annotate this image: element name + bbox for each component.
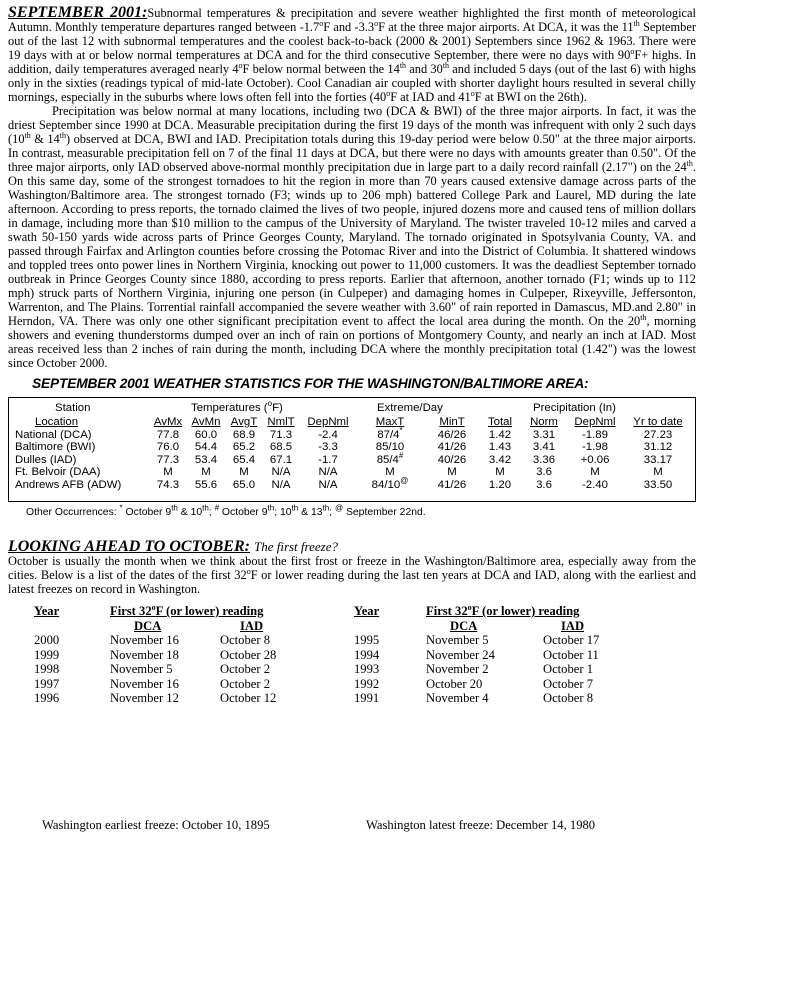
cell-total: 1.43 xyxy=(488,441,512,454)
col-header-mint: MinT xyxy=(439,416,465,428)
cell-year: 1996 xyxy=(34,691,60,705)
cell-year: 1991 xyxy=(354,691,380,705)
stats-table-box xyxy=(8,397,696,502)
cell-mint: 40/26 xyxy=(437,453,467,466)
cell-norm: 3.6 xyxy=(536,466,552,479)
col-header-avgt: AvgT xyxy=(230,416,258,428)
cell-yr-to-date: 33.50 xyxy=(643,478,673,491)
cell-depnml: N/A xyxy=(318,478,338,491)
cell-norm: 3.36 xyxy=(532,453,556,466)
cell-dca: November 4 xyxy=(426,691,489,705)
cell-location: Baltimore (BWI) xyxy=(15,441,96,454)
cell-mint: 46/26 xyxy=(437,428,467,441)
cell-avmx: 77.3 xyxy=(156,453,180,466)
col-header-year: Year xyxy=(34,604,60,618)
cell-avmx: M xyxy=(163,466,173,479)
cell-avgt: 65.0 xyxy=(232,478,256,491)
cell-maxt: M xyxy=(385,466,395,479)
col-header-nmlt: NmlT xyxy=(267,416,295,428)
cell-avgt: 65.4 xyxy=(232,453,256,466)
cell-norm: 3.31 xyxy=(532,428,556,441)
cell-nmlt: 71.3 xyxy=(269,428,293,441)
cell-avgt: 65.2 xyxy=(232,441,256,454)
cell-maxt: 85/10 xyxy=(375,441,405,454)
col-header-dca: DCA xyxy=(450,618,478,633)
cell-yr-to-date: 27.23 xyxy=(643,428,673,441)
cell-dca: November 18 xyxy=(110,647,179,662)
cell-avmn: 54.4 xyxy=(194,441,218,454)
cell-depnml: -1.7 xyxy=(318,453,338,466)
cell-depnml: N/A xyxy=(318,466,338,479)
cell-avmn: 55.6 xyxy=(194,478,218,491)
september-summary-paragraph: SEPTEMBER 2001:Subnormal temperatures & precipitation and severe weather highlighted the first month of meteorological Autumn. Monthly temperature departures ranged between -1.7$^o$F and -3.3$^o$F at the three major airports. At DCA, it was the 11th September out of the last 12 with subnormal temperatures and the coolest back-to-back (2000 & 2001) Septembers since 1962 & 1963. There were 19 days with at or below normal temperatures at DCA and for the third consecutive September, there were no days with $90^oF+$ highs. In addition, daily temperatures averaged nearly 4$^o$F below normal between the 14th and 30th and included 5 days (out of the last 6) with highs only in the sixties (readings typical of mid-late October). Cool Canadian air coupled with shorter daylight hours resulted in several chilly mornings, especially in the suburbs where lows often fell into the forties (40$^o$F at IAD and 41$^o$F at BWI on the 26th). xyxy=(8,4,696,104)
cell-precip-depnml: -2.40 xyxy=(582,478,608,491)
cell-yr-to-date: 31.12 xyxy=(643,441,673,454)
cell-depnml: -2.4 xyxy=(318,428,338,441)
cell-dca: November 12 xyxy=(110,691,179,705)
cell-iad: October 2 xyxy=(220,662,271,676)
col-header-dca: DCA xyxy=(134,618,162,633)
freeze-iad-col-right xyxy=(543,604,599,706)
cell-total: M xyxy=(495,466,505,479)
col-header-depnml: DepNml xyxy=(307,416,349,428)
col-header-avmx: AvMx xyxy=(153,416,183,428)
cell-year: 2000 xyxy=(34,633,60,647)
cell-precip-depnml: -1.98 xyxy=(582,441,608,454)
col-header-yr-to-date: Yr to date xyxy=(633,416,683,428)
cell-avmx: 76.0 xyxy=(156,441,180,454)
cell-dca: November 5 xyxy=(110,662,173,676)
table-row xyxy=(15,429,695,442)
cell-mint: M xyxy=(447,466,457,479)
cell-location: Andrews AFB (ADW) xyxy=(15,478,122,491)
table-row xyxy=(15,466,695,479)
looking-ahead-heading-row xyxy=(8,540,696,554)
section-heading-september: SEPTEMBER 2001: xyxy=(8,4,148,21)
cell-avmx: 74.3 xyxy=(156,478,180,491)
col-header-iad: IAD xyxy=(561,618,585,633)
stats-column-headers xyxy=(15,416,695,429)
col-header-iad: IAD xyxy=(240,618,264,633)
cell-avmn: M xyxy=(201,466,211,479)
cell-iad: October 11 xyxy=(543,647,599,662)
col-header-maxt: MaxT xyxy=(375,416,405,428)
cell-dca: November 5 xyxy=(426,633,489,647)
cell-year: 1993 xyxy=(354,662,380,676)
cell-avmn: 53.4 xyxy=(194,453,218,466)
cell-location: National (DCA) xyxy=(15,428,92,441)
cell-maxt: 84/10@ xyxy=(371,476,409,491)
earliest-freeze-record: Washington earliest freeze: October 10, 1895 xyxy=(42,818,270,832)
col-header-location: Location xyxy=(35,416,79,428)
cell-depnml: -3.3 xyxy=(318,441,338,454)
table-row xyxy=(15,479,695,492)
cell-maxt: 87/4* xyxy=(377,425,403,441)
cell-precip-depnml: -1.89 xyxy=(582,428,608,441)
col-header-total: Total xyxy=(487,416,513,428)
table-row xyxy=(15,441,695,454)
cell-avmx: 77.8 xyxy=(156,428,180,441)
col-header-precip-depnml: DepNml xyxy=(574,416,616,428)
cell-nmlt: 67.1 xyxy=(269,453,293,466)
col-header-first-freeze: First 32$^o$F (or lower) reading xyxy=(110,602,264,618)
col-header-first-freeze: First 32$^o$F (or lower) reading xyxy=(426,602,580,618)
cell-norm: 3.6 xyxy=(536,478,552,491)
looking-ahead-intro: October is usually the month when we think about the first frost or freeze in the Washington/Baltimore area, especially away from the cities. Below is a list of the dates of the first 32$^o$F or lower reading during the last ten years at DCA and IAD, along with the earliest and latest freezes on record in Washington. xyxy=(8,554,697,596)
document-page xyxy=(8,6,696,714)
cell-mint: 41/26 xyxy=(437,441,467,454)
cell-maxt: 85/4# xyxy=(376,450,404,466)
cell-year: 1994 xyxy=(354,647,380,662)
cell-iad: October 17 xyxy=(543,633,600,647)
cell-iad: October 1 xyxy=(543,662,594,676)
cell-precip-depnml: M xyxy=(590,466,600,479)
cell-total: 1.42 xyxy=(488,428,512,441)
cell-year: 1997 xyxy=(34,676,60,691)
cell-year: 1999 xyxy=(34,647,60,662)
group-header-extreme: Extreme/Day xyxy=(377,402,443,414)
other-occurrences-note: Other Occurrences: * October 9th & 10th; # October 9th; 10th & 13th; @ September 22nd. xyxy=(26,503,426,518)
table-row xyxy=(15,454,695,467)
col-header-norm: Norm xyxy=(530,416,558,428)
cell-nmlt: N/A xyxy=(271,478,291,491)
cell-mint: 41/26 xyxy=(437,478,467,491)
cell-yr-to-date: M xyxy=(653,466,663,479)
looking-ahead-subtitle: The first freeze? xyxy=(253,539,338,554)
cell-yr-to-date: 33.17 xyxy=(643,453,673,466)
cell-precip-depnml: +0.06 xyxy=(580,453,610,466)
cell-nmlt: 68.5 xyxy=(269,441,293,454)
cell-dca: October 20 xyxy=(426,676,483,691)
cell-nmlt: N/A xyxy=(271,466,291,479)
cell-location: Dulles (IAD) xyxy=(15,453,77,466)
col-header-avmn: AvMn xyxy=(191,416,221,428)
cell-iad: October 2 xyxy=(220,676,271,691)
section-heading-looking-ahead: LOOKING AHEAD TO OCTOBER: xyxy=(8,538,250,555)
cell-avgt: 68.9 xyxy=(232,428,256,441)
cell-total: 3.42 xyxy=(488,453,512,466)
cell-iad: October 7 xyxy=(543,676,594,691)
cell-total: 1.20 xyxy=(488,478,512,491)
cell-year: 1992 xyxy=(354,676,380,691)
cell-location: Ft. Belvoir (DAA) xyxy=(15,466,101,479)
group-header-precipitation: Precipitation (In) xyxy=(533,402,616,414)
cell-dca: November 16 xyxy=(110,633,179,647)
cell-iad: October 12 xyxy=(220,691,277,705)
cell-avmn: 60.0 xyxy=(194,428,218,441)
cell-dca: November 16 xyxy=(110,676,179,691)
cell-iad: October 8 xyxy=(543,691,594,705)
cell-dca: November 24 xyxy=(426,647,495,662)
freeze-iad-col-left xyxy=(220,604,276,706)
freeze-dates-table xyxy=(8,604,696,714)
cell-iad: October 28 xyxy=(220,647,277,662)
stats-table xyxy=(15,416,695,492)
cell-iad: October 8 xyxy=(220,633,271,647)
freeze-year-col-left xyxy=(34,604,59,706)
group-header-station: Station xyxy=(55,402,91,414)
latest-freeze-record: Washington latest freeze: December 14, 1980 xyxy=(366,818,596,832)
col-header-year: Year xyxy=(354,604,380,618)
stats-title: SEPTEMBER 2001 WEATHER STATISTICS FOR THE WASHINGTON/BALTIMORE AREA: xyxy=(32,376,589,391)
cell-year: 1998 xyxy=(34,662,60,676)
cell-dca: November 2 xyxy=(426,662,489,676)
cell-norm: 3.41 xyxy=(532,441,556,454)
precipitation-paragraph: Precipitation was below normal at many locations, including two (DCA & BWI) of the three major airports. In fact, it was the driest September since 1990 at DCA. Measurable precipitation during the first 19 days of the month was infrequent with only 2 such days (10th & 14th) observed at DCA, BWI and IAD. Precipitation totals during this 19-day period were below 0.50" at the three major airports. In contrast, measurable precipitation fell on 7 of the final 11 days at DCA, but there were no days with amounts greater than 0.50". Of the three major airports, only IAD observed above-normal monthly precipitation due in large part to a daily record rainfall (2.17") on the 24th. On this same day, some of the strongest tornadoes to hit the region in more than 70 years caused extensive damage across parts of the Washington/Baltimore area. The strongest tornado (F3; winds up to 206 mph) battered College Park and Laurel, MD during the late afternoon. According to press reports, the tornado claimed the lives of two people, injured dozens more and caused tens of million dollars in damage, including more than $10 million to the campus of the University of Maryland. The twister traveled 10-12 miles and carved a swath 50-150 yards wide across parts of Prince Georges County, Maryland. The tornado originated in Spotsylvania County, VA. and passed through Fairfax and Arlington counties before crossing the Potomac River and into the District of Columbia. It shattered windows and toppled trees onto power lines in Northern Virginia, knocking out power to 11,000 customers. It was the deadliest September tornado outbreak in Prince Georges County since 1880, according to press reports. Earlier that afternoon, another tornado (F1; winds up to 112 mph) struck parts of Northern Virginia, injuring one person (in Culpeper) and damaging homes in Culpeper, Rixeyville, Jeffersonton, Warrenton, and The Plains. Torrential rainfall accompanied the severe weather with 3.60" of rain reported in Damascus, MD.and 2.80" in Herndon, VA. There was only one other significant precipitation event to affect the local area during the month. On the 20th, morning showers and evening thunderstorms dumped over an inch of rain on portions of Montgomery County, and nearly an inch at IAD. Most areas received less than 2 inches of rain during the month, including DCA where the monthly precipitation total (1.42") was the lowest since October 2000. xyxy=(8,104,696,370)
freeze-year-col-right xyxy=(354,604,379,706)
cell-year: 1995 xyxy=(354,633,380,647)
group-header-temperatures: Temperatures ($^o$F) xyxy=(191,399,283,414)
cell-avgt: M xyxy=(239,466,249,479)
